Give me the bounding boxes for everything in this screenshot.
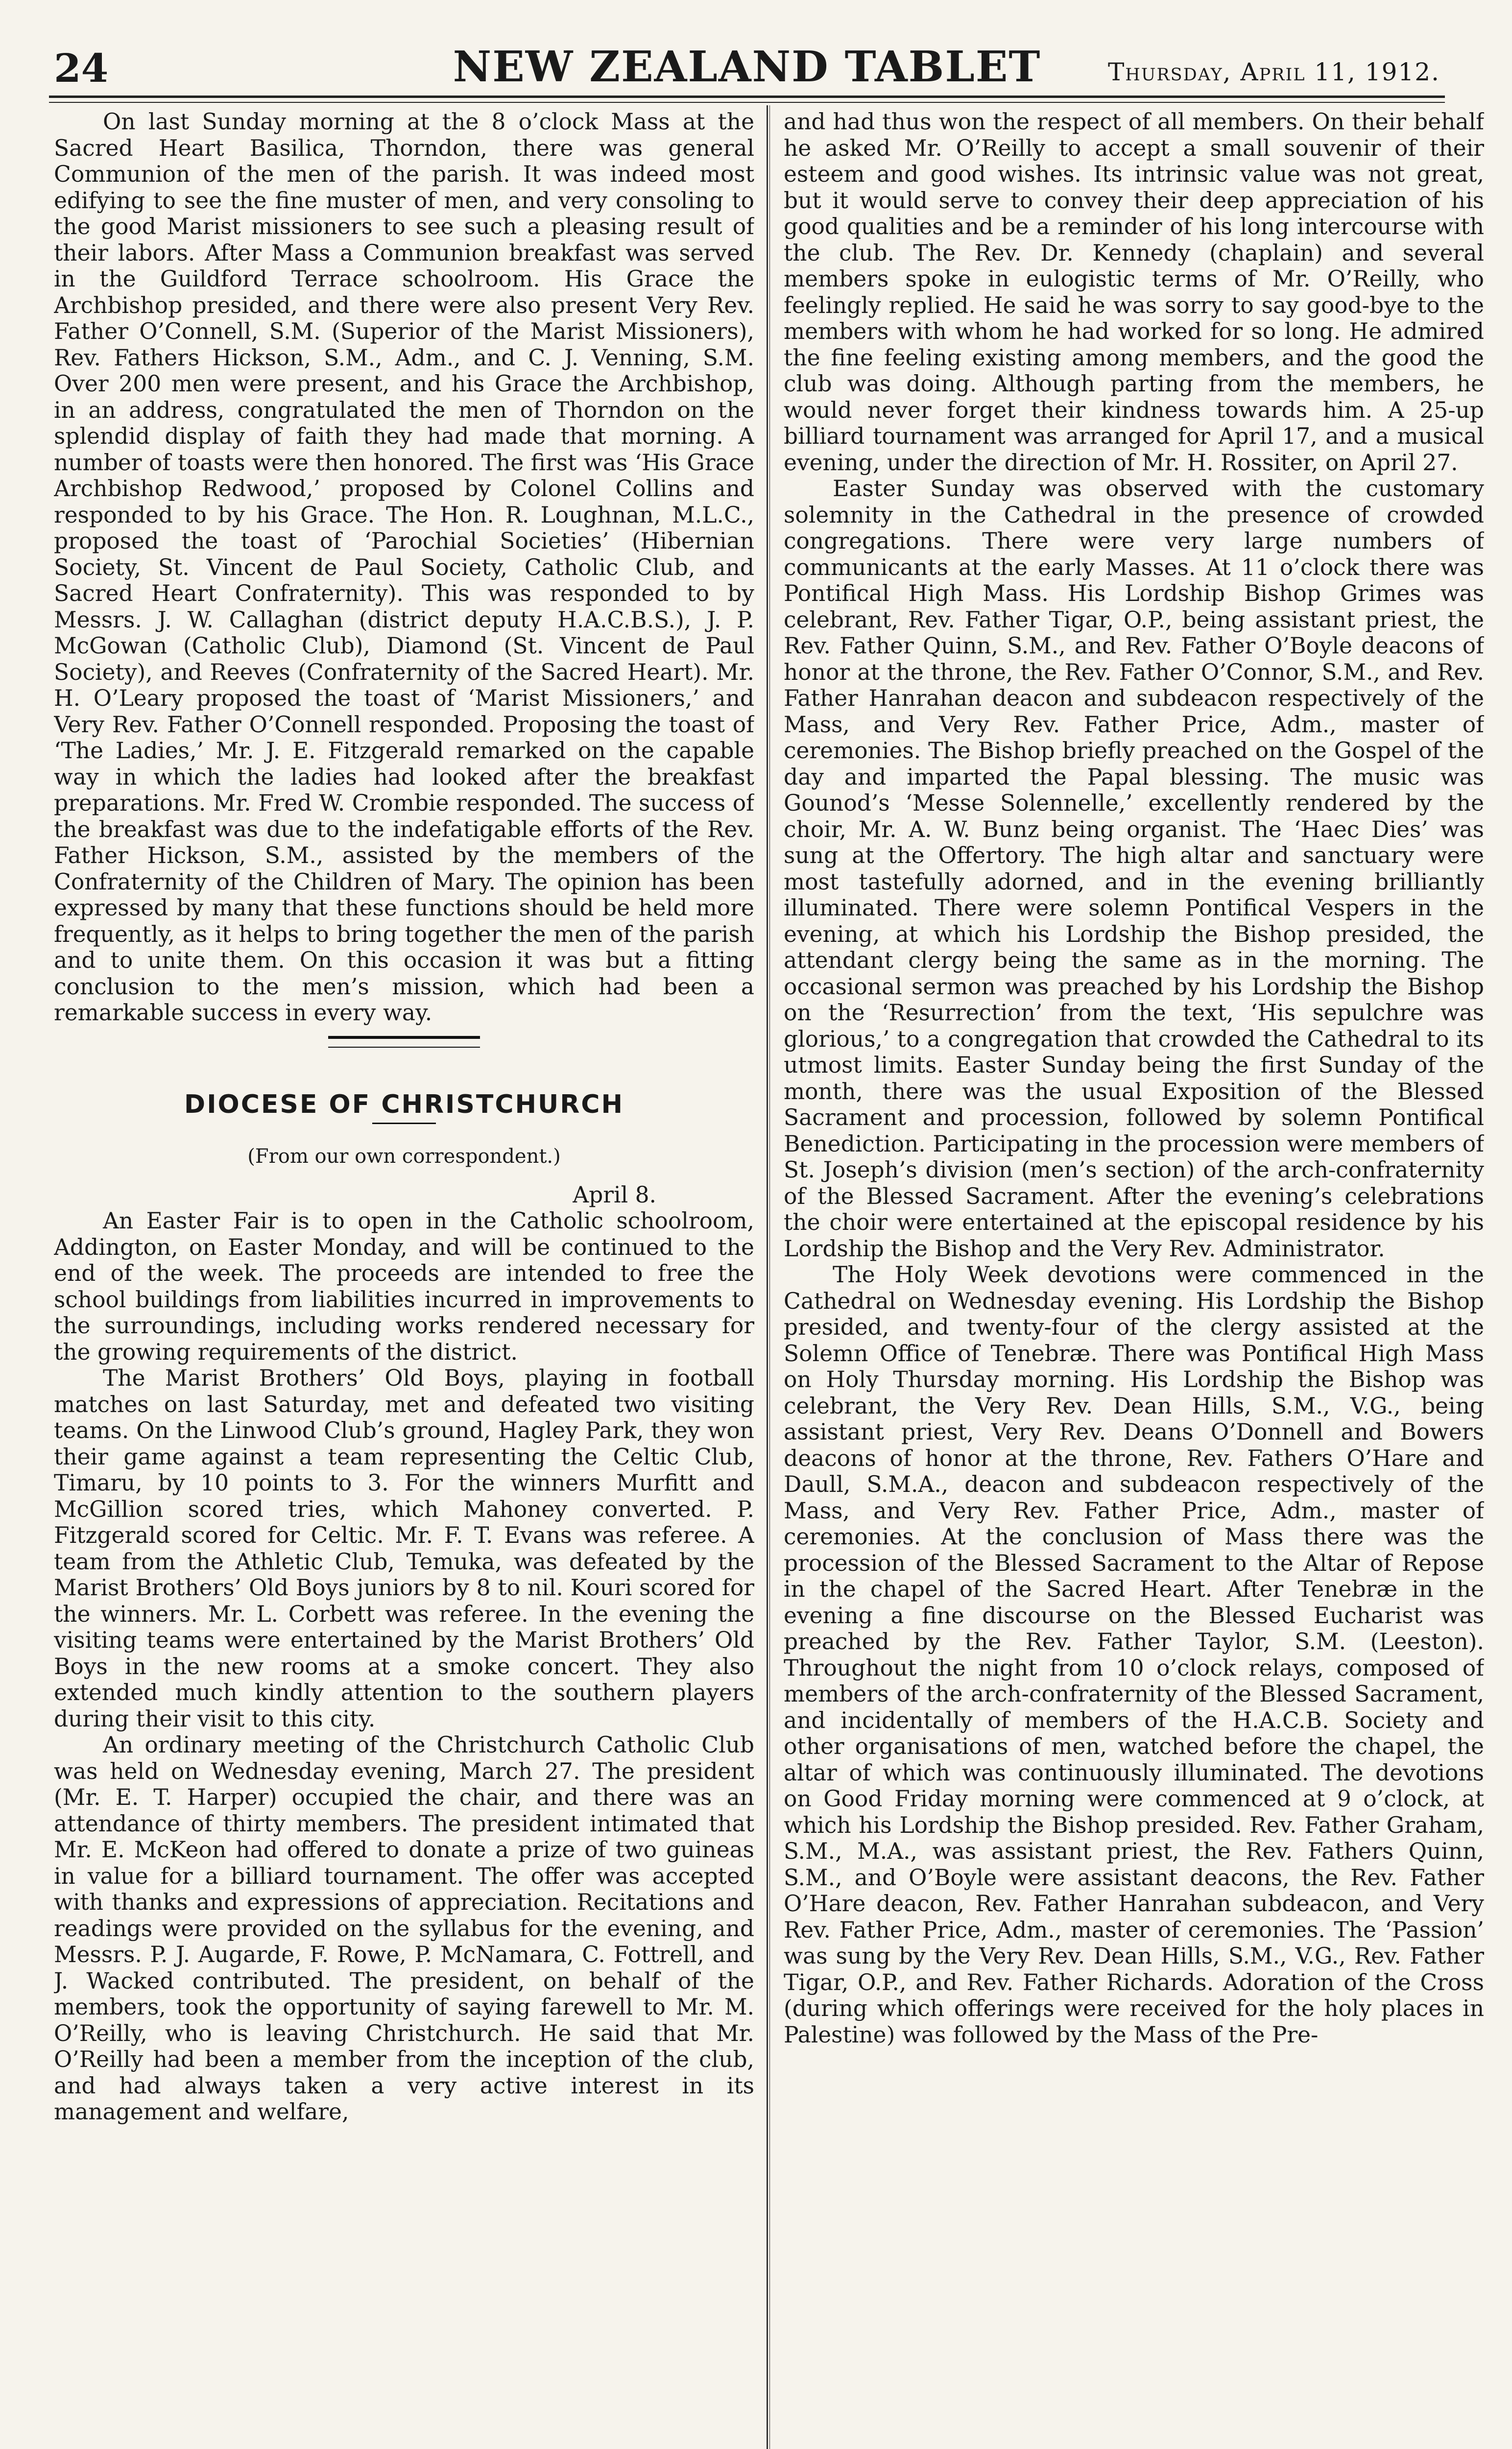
dateline: April 8. <box>573 1181 656 1208</box>
section-divider <box>328 1036 480 1048</box>
masthead <box>49 34 1445 93</box>
article-paragraph: On last Sunday morning at the 8 o’clock Mass at the Sacred Heart Basilica, Thorndon, there was general Communion of the men of the parish. It was indeed most edifying to see the fine muster of men, and very consoling to the good Marist missioners to see such a pleasing result of their labors. After Mass a Communion breakfast was served in the Guildford Terrace schoolroom. His Grace the Archbishop presided, and there were also present Very Rev. Father O’Connell, S.M. (Superior of the Marist Missioners), Rev. Fathers Hickson, S.M., Adm., and C. J. Venning, S.M. Over 200 men were present, and his Grace the Archbishop, in an address, congratulated the men of Thorndon on the splendid display of faith they had made that morning. A number of toasts were then honored. The first was ‘His Grace Archbishop Redwood,’ proposed by Colonel Collins and responded to by his Grace. The Hon. R. Loughnan, M.L.C., proposed the toast of ‘Parochial Societies’ (Hibernian Society, St. Vincent de Paul Society, Catholic Club, and Sacred Heart Confraternity). This was responded to by Messrs. J. W. Callaghan (district deputy H.A.C.B.S.), J. P. McGowan (Catholic Club), Diamond (St. Vincent de Paul Society), and Reeves (Confraternity of the Sacred Heart). Mr. H. O’Leary proposed the toast of ‘Marist Missioners,’ and Very Rev. Father O’Connell responded. Proposing the toast of ‘The Ladies,’ Mr. J. E. Fitzgerald remarked on the capable way in which the ladies had looked after the breakfast preparations. Mr. Fred W. Crombie responded. The success of the breakfast was due to the indefatigable efforts of the Rev. Father Hickson, S.M., assisted by the members of the Confraternity of the Children of Mary. The opinion has been expressed by many that these functions should be held more frequently, as it helps to bring together the men of the parish and to unite them. On this occasion it was but a fitting conclusion to the men’s mission, which had been a remarkable success in every way. <box>54 109 754 1026</box>
issue-date: Thursday, April 11, 1912. <box>1107 58 1440 86</box>
section-title: DIOCESE OF CHRISTCHURCH <box>184 1089 624 1119</box>
article-paragraph: Easter Sunday was observed with the customary solemnity in the Cathedral in the presence of crowded congregations. There were very large numbers of communicants at the early Masses. At 11 o’clock there was Pontifical High Mass. His Lordship Bishop Grimes was celebrant, Rev. Father Tigar, O.P., being assistant priest, the Rev. Father Quinn, S.M., and Rev. Father O’Boyle deacons of honor at the throne, the Rev. Father O’Connor, S.M., and Rev. Father Hanrahan deacon and subdeacon respectively of the Mass, and Very Rev. Father Price, Adm., master of ceremonies. The Bishop briefly preached on the Gospel of the day and imparted the Papal blessing. The music was Gounod’s ‘Messe Solennelle,’ excellently rendered by the choir, Mr. A. W. Bunz being organist. The ‘Haec Dies’ was sung at the Offertory. The high altar and sanctuary were most tastefully adorned, and in the evening brilliantly illuminated. There were solemn Pontifical Vespers in the evening, at which his Lordship the Bishop presided, the attendant clergy being the same as in the morning. The occasional sermon was preached by his Lordship the Bishop on the ‘Resurrection’ from the text, ‘His sepulchre was glorious,’ to a congregation that crowded the Cathedral to its utmost limits. Easter Sunday being the first Sunday of the month, there was the usual Exposition of the Blessed Sacrament and procession, followed by solemn Pontifical Benediction. Participating in the procession were members of St. Joseph’s division (men’s section) of the arch-confraternity of the Blessed Sacrament. After the evening’s celebrations the choir were entertained at the episcopal residence by his Lordship the Bishop and the Very Rev. Administrator. <box>784 476 1484 1262</box>
right-column <box>784 109 1484 2449</box>
article-paragraph: An ordinary meeting of the Christchurch Catholic Club was held on Wednesday evening, March 27. The president (Mr. E. T. Harper) occupied the chair, and there was an attendance of thirty members. The president intimated that Mr. E. McKeon had offered to donate a prize of two guineas in value for a billiard tournament. The offer was accepted with thanks and expressions of appreciation. Recitations and readings were provided on the syllabus for the evening, and Messrs. P. J. Augarde, F. Rowe, P. McNamara, C. Fottrell, and J. Wacked contributed. The president, on behalf of the members, took the opportunity of saying farewell to Mr. M. O’Reilly, who is leaving Christchurch. He said that Mr. O’Reilly had been a member from the inception of the club, and had always taken a very active interest in its management and welfare, <box>54 1732 754 2125</box>
page-number: 24 <box>54 45 109 91</box>
column-rule <box>767 105 768 2449</box>
article-paragraph: The Marist Brothers’ Old Boys, playing in football matches on last Saturday, met and defeated two visiting teams. On the Linwood Club’s ground, Hagley Park, they won their game against a team representing the Celtic Club, Timaru, by 10 points to 3. For the winners Murfitt and McGillion scored tries, which Mahoney converted. P. Fitzgerald scored for Celtic. Mr. F. T. Evans was referee. A team from the Athletic Club, Temuka, was defeated by the Marist Brothers’ Old Boys juniors by 8 to nil. Kouri scored for the winners. Mr. L. Corbett was referee. In the evening the visiting teams were entertained by the Marist Brothers’ Old Boys in the new rooms at a smoke concert. They also extended much kindly attention to the southern players during their visit to this city. <box>54 1365 754 1732</box>
column-rule-thin <box>769 105 770 2449</box>
correspondent-line: (From our own correspondent.) <box>247 1145 561 1168</box>
left-column <box>54 109 754 2449</box>
article-paragraph: The Holy Week devotions were commenced in the Cathedral on Wednesday evening. His Lordship the Bishop presided, and twenty-four of the clergy assisted at the Solemn Office of Tenebræ. There was Pontifical High Mass on Holy Thursday morning. His Lordship the Bishop was celebrant, the Very Rev. Dean Hills, S.M., V.G., being assistant priest, Very Rev. Deans O’Donnell and Bowers deacons of honor at the throne, Rev. Fathers O’Hare and Daull, S.M.A., deacon and subdeacon respectively of the Mass, and Very Rev. Father Price, Adm., master of ceremonies. At the conclusion of Mass there was the procession of the Blessed Sacrament to the Altar of Repose in the chapel of the Sacred Heart. After Tenebræ in the evening a fine discourse on the Blessed Eucharist was preached by the Rev. Father Taylor, S.M. (Leeston). Throughout the night from 10 o’clock relays, composed of members of the arch-confraternity of the Blessed Sacrament, and incidentally of members of the H.A.C.B. Society and other organisations of men, watched before the chapel, the altar of which was continuously illuminated. The devotions on Good Friday morning were commenced at 9 o’clock, at which his Lordship the Bishop presided. Rev. Father Graham, S.M., M.A., was assistant priest, the Rev. Fathers Quinn, S.M., and O’Boyle were assistant deacons, the Rev. Father O’Hare deacon, Rev. Father Hanrahan subdeacon, and Very Rev. Father Price, Adm., master of ceremonies. The ‘Passion’ was sung by the Very Rev. Dean Hills, S.M., V.G., Rev. Father Tigar, O.P., and Rev. Father Richards. Adoration of the Cross (during which offerings were received for the holy places in Palestine) was followed by the Mass of the Pre- <box>784 1262 1484 2048</box>
newspaper-title: NEW ZEALAND TABLET <box>453 42 1041 92</box>
article-paragraph: An Easter Fair is to open in the Catholic schoolroom, Addington, on Easter Monday, and will be continued to the end of the week. The proceeds are intended to free the school buildings from liabilities incurred in improvements to the surroundings, including works rendered necessary for the growing requirements of the district. <box>54 1208 754 1365</box>
masthead-rule-thin <box>49 102 1445 103</box>
section-title-underline <box>372 1123 436 1124</box>
article-paragraph: and had thus won the respect of all members. On their behalf he asked Mr. O’Reilly to accept a small souvenir of their esteem and good wishes. Its intrinsic value was not great, but it would serve to convey their deep appreciation of his good qualities and be a reminder of his long intercourse with the club. The Rev. Dr. Kennedy (chaplain) and several members spoke in eulogistic terms of Mr. O’Reilly, who feelingly replied. He said he was sorry to say good-bye to the members with whom he had worked for so long. He admired the fine feeling existing among members, and the good the club was doing. Although parting from the members, he would never forget their kindness towards him. A 25-up billiard tournament was arranged for April 17, and a musical evening, under the direction of Mr. H. Rossiter, on April 27. <box>784 109 1484 476</box>
masthead-rule <box>49 96 1445 98</box>
